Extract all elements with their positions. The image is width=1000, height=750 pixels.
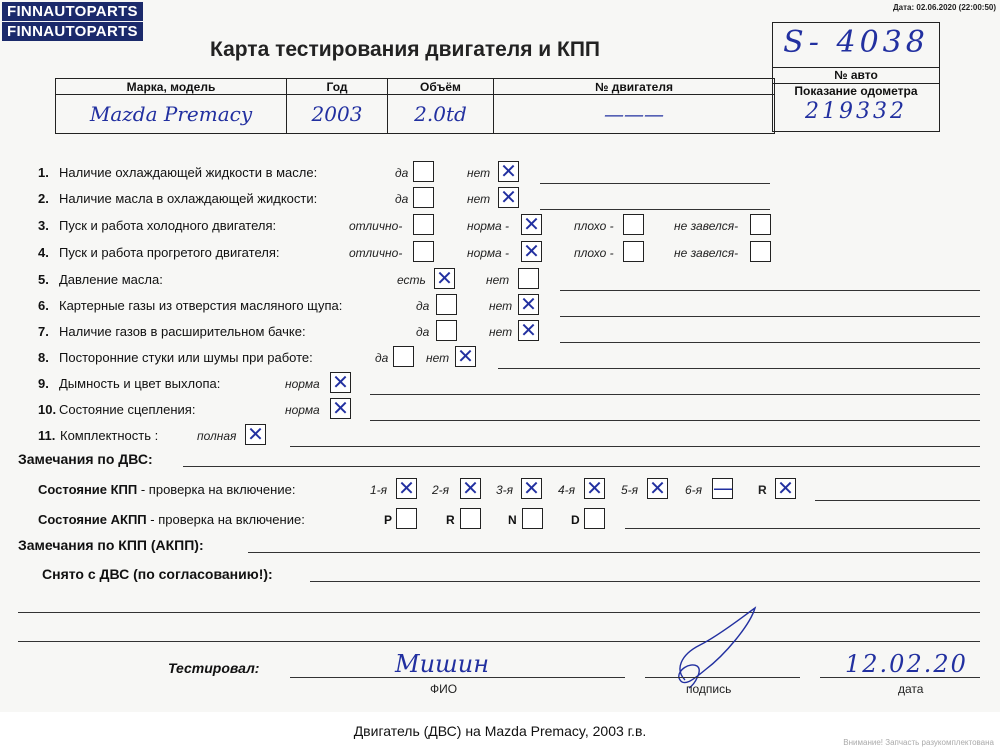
answer-line (290, 446, 980, 447)
option-label: отлично- (349, 219, 403, 233)
akpp-label (38, 512, 305, 527)
kpp-gear-checkbox[interactable] (584, 478, 605, 499)
kpp-gear-label: 3-я (496, 483, 514, 497)
checkbox-mark: ✕ (777, 476, 794, 500)
col-volume: Объём (388, 79, 494, 95)
remarks-dvs-label: Замечания по ДВС: (18, 451, 153, 467)
col-engine-no: № двигателя (494, 79, 775, 95)
odometer-value: 219332 (805, 99, 907, 124)
akpp-label-bold: Состояние АКПП (38, 512, 147, 527)
option-label: не завелся- (674, 219, 739, 233)
option-label: да (375, 351, 389, 365)
kpp-gear-label: 2-я (432, 483, 450, 497)
photo-caption: Двигатель (ДВС) на Mazda Premacy, 2003 г.в. (353, 723, 647, 739)
checkbox-mark: ✕ (462, 476, 479, 500)
question-number: 8. (38, 350, 49, 365)
question-text: Пуск и работа прогретого двигателя: (59, 245, 280, 260)
registration-box (772, 22, 940, 132)
question-number: 2. (38, 191, 49, 206)
remarks-kpp-label: Замечания по КПП (АКПП): (18, 537, 204, 553)
akpp-gear-checkbox[interactable] (460, 508, 481, 529)
question-number: 9. (38, 376, 49, 391)
answer-line (560, 290, 980, 291)
option-checkbox[interactable] (436, 294, 457, 315)
checkbox-mark: ✕ (332, 396, 349, 420)
plate-label: № авто (773, 67, 939, 82)
checkbox-mark: ✕ (436, 266, 453, 290)
sign-line (645, 677, 800, 678)
option-label: нет (489, 299, 513, 313)
removed-label: Снято с ДВС (по согласованию!): (42, 566, 273, 582)
option-checkbox[interactable] (518, 268, 539, 289)
option-label: нет (489, 325, 513, 339)
question-number: 10. (38, 402, 57, 417)
option-checkbox[interactable] (245, 424, 266, 445)
question-text: Наличие масла в охлаждающей жидкости: (59, 191, 318, 206)
question-number: 6. (38, 298, 49, 313)
kpp-gear-checkbox[interactable] (775, 478, 796, 499)
question-number: 7. (38, 324, 49, 339)
answer-line (540, 209, 770, 210)
option-checkbox[interactable] (455, 346, 476, 367)
checkbox-mark: ✕ (457, 344, 474, 368)
sign-caption: подпись (686, 682, 732, 696)
option-checkbox[interactable] (413, 187, 434, 208)
akpp-gear-checkbox[interactable] (522, 508, 543, 529)
answer-line (370, 420, 980, 421)
name-line (290, 677, 625, 678)
option-checkbox[interactable] (413, 161, 434, 182)
question-text: Посторонние стуки или шумы при работе: (59, 350, 313, 365)
logo-top: FINNAUTOPARTS (2, 2, 143, 21)
checkbox-mark: ✕ (247, 422, 264, 446)
checkbox-mark: ✕ (332, 370, 349, 394)
tested-label: Тестировал: (168, 660, 260, 676)
option-label: есть (397, 273, 426, 287)
form-title: Карта тестирования двигателя и КПП (210, 38, 601, 61)
date-line (820, 677, 980, 678)
checkbox-mark: ✕ (500, 185, 517, 209)
answer-line (370, 394, 980, 395)
watermark: Внимание! Запчасть разукомплектована (843, 738, 994, 747)
akpp-gear-checkbox[interactable] (584, 508, 605, 529)
scan-date: Дата: 02.06.2020 (22:00:50) (892, 3, 996, 12)
odometer-label: Показание одометра (773, 83, 939, 98)
kpp-gear-label: 5-я (621, 483, 639, 497)
question-text: Комплектность : (60, 428, 159, 443)
kpp-gear-checkbox[interactable] (647, 478, 668, 499)
question-text: Давление масла: (59, 272, 163, 287)
question-number: 3. (38, 218, 49, 233)
question-text: Состояние сцепления: (59, 402, 196, 417)
test-date: 12.02.20 (845, 650, 968, 678)
checkbox-mark: ✕ (586, 476, 603, 500)
option-label: нет (467, 166, 491, 180)
vehicle-header-table (55, 78, 775, 134)
tester-name: Мишин (395, 650, 490, 678)
val-volume: 2.0td (388, 95, 494, 134)
kpp-gear-checkbox[interactable] (521, 478, 542, 499)
option-label: нет (467, 192, 491, 206)
checkbox-mark: ✕ (520, 318, 537, 342)
val-model: Mazda Premacy (56, 95, 287, 134)
option-checkbox[interactable] (521, 241, 542, 262)
akpp-gear-label: D (571, 513, 580, 527)
option-label: плохо - (574, 246, 614, 260)
kpp-line (815, 500, 980, 501)
question-number: 1. (38, 165, 49, 180)
answer-line (540, 183, 770, 184)
option-checkbox[interactable] (393, 346, 414, 367)
akpp-gear-checkbox[interactable] (396, 508, 417, 529)
checkbox-mark: ✕ (523, 476, 540, 500)
akpp-gear-label: N (508, 513, 517, 527)
option-checkbox[interactable] (436, 320, 457, 341)
option-checkbox[interactable] (413, 241, 434, 262)
akpp-gear-label: P (384, 513, 393, 527)
akpp-gear-label: R (446, 513, 455, 527)
checkbox-mark: — (713, 476, 733, 500)
plate-value: S- 4038 (783, 25, 929, 60)
option-label: норма - (467, 246, 510, 260)
removed-line (310, 581, 980, 582)
kpp-gear-checkbox[interactable] (396, 478, 417, 499)
question-number: 11. (38, 428, 56, 443)
remarks-kpp-line (248, 552, 980, 553)
option-label: норма (285, 403, 320, 417)
kpp-gear-label: R (758, 483, 767, 497)
answer-line (560, 342, 980, 343)
question-text: Наличие газов в расширительном бачке: (59, 324, 306, 339)
option-checkbox[interactable] (498, 187, 519, 208)
checkbox-mark: ✕ (649, 476, 666, 500)
logo-bottom: FINNAUTOPARTS (2, 22, 143, 41)
option-label: нет (426, 351, 450, 365)
option-label: норма (285, 377, 320, 391)
question-text: Наличие охлаждающей жидкости в масле: (59, 165, 318, 180)
option-label: плохо - (574, 219, 614, 233)
blank-line-1 (18, 612, 980, 613)
date-caption: дата (898, 682, 924, 696)
question-text: Дымность и цвет выхлопа: (59, 376, 221, 391)
checkbox-mark: ✕ (500, 159, 517, 183)
question-number: 5. (38, 272, 49, 287)
question-text: Пуск и работа холодного двигателя: (59, 218, 277, 233)
option-checkbox[interactable] (498, 161, 519, 182)
kpp-gear-checkbox[interactable] (460, 478, 481, 499)
option-label: отлично- (349, 246, 403, 260)
col-year: Год (287, 79, 388, 95)
option-label: не завелся- (674, 246, 739, 260)
option-label: полная (197, 429, 237, 443)
option-checkbox[interactable] (623, 241, 644, 262)
option-checkbox[interactable] (750, 241, 771, 262)
blank-line-2 (18, 641, 980, 642)
val-engine-no: ——— (494, 95, 775, 134)
option-label: да (395, 166, 409, 180)
name-caption: ФИО (430, 682, 458, 696)
signature-scribble (655, 600, 765, 695)
checkbox-mark: ✕ (523, 212, 540, 236)
remarks-dvs-line (183, 466, 980, 467)
checkbox-mark: ✕ (520, 292, 537, 316)
option-checkbox[interactable] (330, 398, 351, 419)
checkbox-mark: ✕ (523, 239, 540, 263)
val-year: 2003 (287, 95, 388, 134)
kpp-label (38, 482, 295, 497)
col-model: Марка, модель (56, 79, 287, 95)
option-label: нет (486, 273, 510, 287)
answer-line (498, 368, 980, 369)
akpp-line (625, 528, 980, 529)
option-checkbox[interactable] (413, 214, 434, 235)
option-label: да (416, 325, 430, 339)
option-label: норма - (467, 219, 510, 233)
answer-line (560, 316, 980, 317)
option-checkbox[interactable] (623, 214, 644, 235)
option-checkbox[interactable] (518, 294, 539, 315)
kpp-gear-checkbox[interactable] (712, 478, 733, 499)
option-checkbox[interactable] (434, 268, 455, 289)
option-checkbox[interactable] (330, 372, 351, 393)
question-text: Картерные газы из отверстия масляного щупа: (59, 298, 343, 313)
option-checkbox[interactable] (518, 320, 539, 341)
question-number: 4. (38, 245, 49, 260)
option-checkbox[interactable] (521, 214, 542, 235)
checkbox-mark: ✕ (398, 476, 415, 500)
option-label: да (395, 192, 409, 206)
kpp-label-bold: Состояние КПП (38, 482, 138, 497)
kpp-label-rest: - проверка на включение: (137, 482, 296, 497)
akpp-label-rest: - проверка на включение: (146, 512, 305, 527)
option-label: да (416, 299, 430, 313)
kpp-gear-label: 6-я (685, 483, 703, 497)
option-checkbox[interactable] (750, 214, 771, 235)
kpp-gear-label: 1-я (370, 483, 388, 497)
kpp-gear-label: 4-я (558, 483, 576, 497)
